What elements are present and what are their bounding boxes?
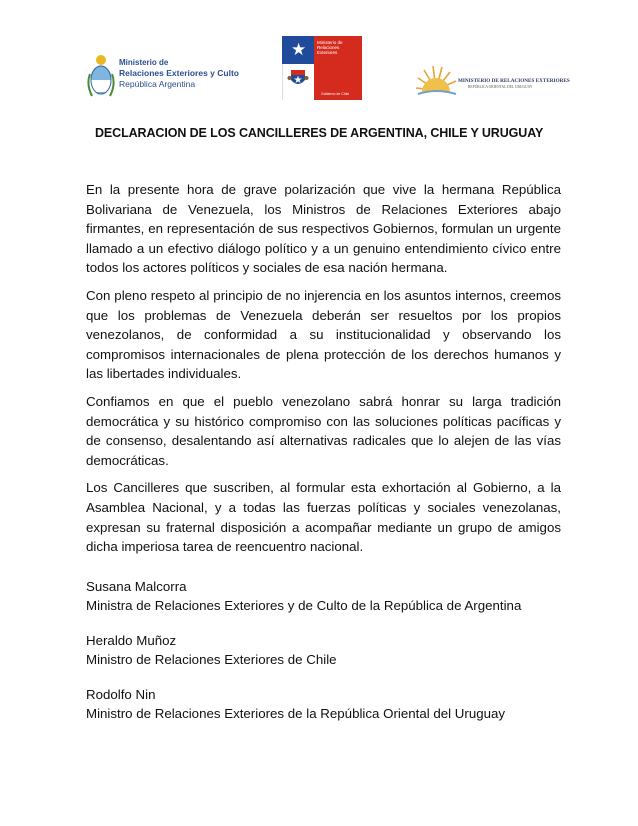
- signatory-role: Ministro de Relaciones Exteriores de Chile: [86, 652, 337, 667]
- signatory-role: Ministro de Relaciones Exteriores de la República Oriental del Uruguay: [86, 706, 506, 721]
- uruguay-logo-line2: REPÚBLICA ORIENTAL DEL URUGUAY: [468, 85, 533, 89]
- chile-logo-footer: Gobierno de Chile: [321, 92, 350, 96]
- paragraph-3: Confiamos en que el pueblo venezolano sabrá honrar su larga tradición democrática y su histórico compromiso con las soluciones políticas pacíficas y de consenso, desalentando así alternativas radicales que lo alejen de las vías democráticas.: [86, 393, 561, 468]
- signatory-block: [86, 631, 566, 669]
- paragraph-2: Con pleno respeto al principio de no injerencia en los asuntos internos, creemos que los problemas de Venezuela deberán ser resueltos por los propios venezolanos, de conformidad a su institucionalidad y observando los compromisos internacionales de plena protección de los derechos humanos y las libertades individuales.: [86, 287, 561, 382]
- paragraph-1: En la presente hora de grave polarización que vive la hermana República Bolivariana de Venezuela, los Ministros de Relaciones Exteriores abajo firmantes, en representación de sus respectivos Gobiernos, formulan un urgente llamado a un efectivo diálogo político y a un genuino entendimiento cívico entre todos los actores políticos y sociales de esa nación hermana.: [86, 182, 561, 276]
- paragraph-4: Los Cancilleres que suscriben, al formular esta exhortación al Gobierno, a la Asamblea Nacional, y a todas las fuerzas políticas y sociales venezolanas, expresan su fraternal disposición a acompañar mediante un grupo de amigos dicha imperiosa tarea de reencuentro nacional.: [86, 480, 561, 555]
- signatory-name: Susana Malcorra: [86, 579, 187, 594]
- chile-logo-line1: Ministerio de: [317, 40, 343, 45]
- document-title: DECLARACION DE LOS CANCILLERES DE ARGENTINA, CHILE Y URUGUAY: [95, 126, 544, 140]
- header-logos: [0, 0, 638, 110]
- chile-logo-line2: Relaciones: [317, 45, 340, 50]
- argentina-ministry-logo: [86, 52, 256, 102]
- chile-coat-of-arms-icon: [287, 66, 309, 90]
- signatory-block: [86, 685, 566, 723]
- uruguay-logo-line1: MINISTERIO DE RELACIONES EXTERIORES: [458, 78, 570, 84]
- signatories: [86, 577, 566, 739]
- signatory-name: Rodolfo Nin: [86, 687, 156, 702]
- argentina-logo-line2: Relaciones Exteriores y Culto: [119, 68, 239, 78]
- signatory-name: Heraldo Muñoz: [86, 633, 177, 648]
- argentina-logo-line3: República Argentina: [119, 79, 196, 89]
- star-icon: ★: [291, 40, 307, 59]
- uruguay-sun-icon: [414, 64, 458, 100]
- uruguay-ministry-logo: [414, 64, 570, 104]
- argentina-coat-of-arms-icon: [86, 52, 116, 100]
- argentina-logo-line1: Ministerio de: [119, 58, 169, 67]
- signatory-block: [86, 577, 566, 615]
- chile-logo-line3: Exteriores: [317, 50, 338, 55]
- chile-ministry-logo: [282, 36, 362, 100]
- declaration-body: [86, 180, 561, 565]
- signatory-role: Ministra de Relaciones Exteriores y de Culto de la República de Argentina: [86, 598, 522, 613]
